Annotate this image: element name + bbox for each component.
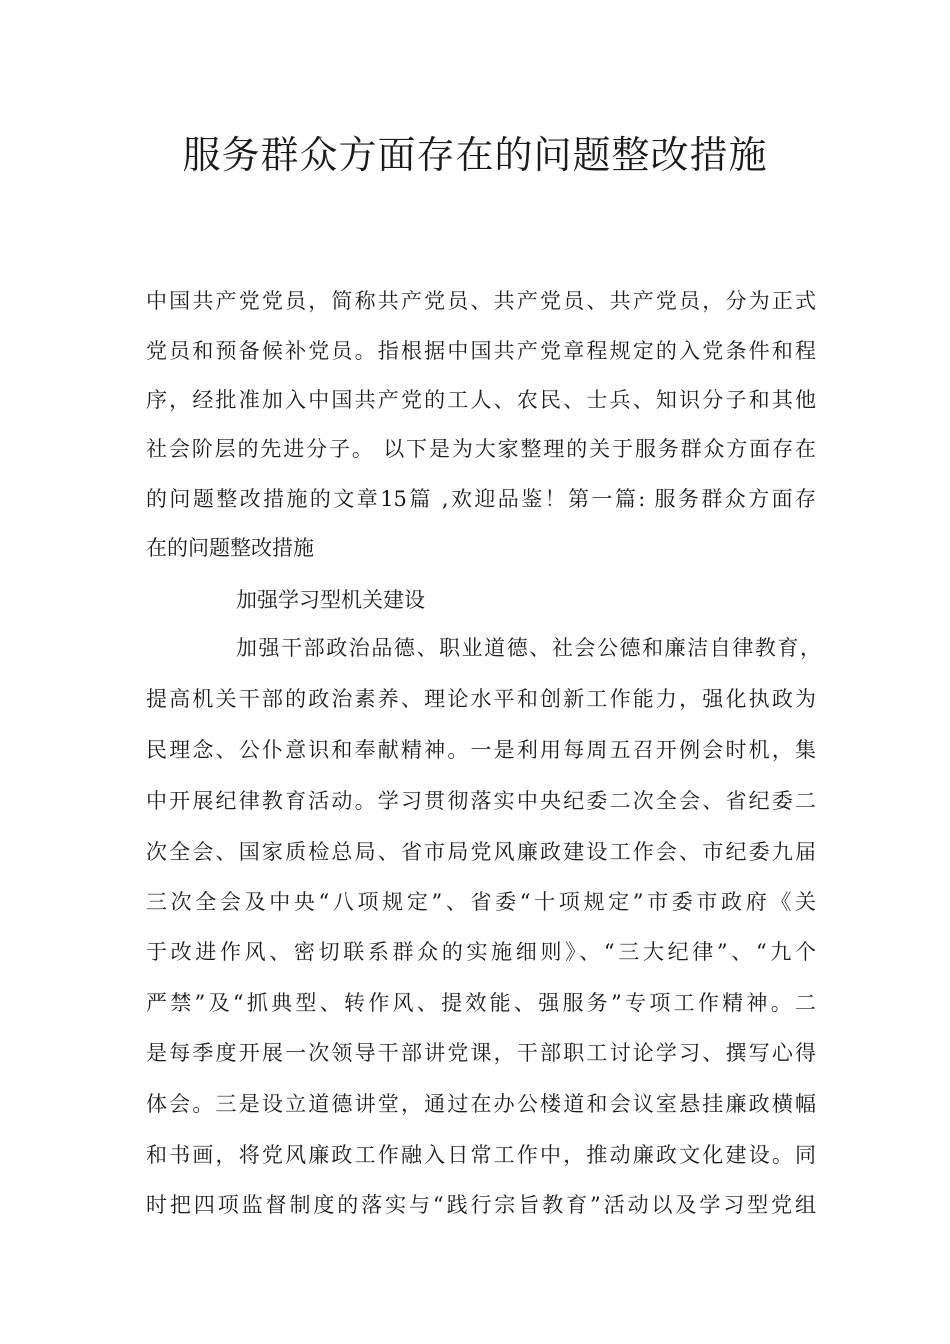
intro-line: 中国共产党党员，简称共产党员、共产党员、共产党员，分为正式: [146, 289, 816, 313]
body-line: 次全会、国家质检总局、省市局党风廉政建设工作会、市纪委九届: [146, 840, 816, 864]
body-line: 体会。三是设立道德讲堂，通过在办公楼道和会议室悬挂廉政横幅: [146, 1092, 816, 1116]
body-line: 民理念、公仆意识和奉献精神。一是利用每周五召开例会时机，集: [146, 738, 816, 762]
intro-line: 社会阶层的先进分子。 以下是为大家整理的关于服务群众方面存在: [146, 437, 816, 461]
body-line: 和书画，将党风廉政工作融入日常工作中，推动廉政文化建设。同: [146, 1143, 816, 1167]
body-line: 严禁”及“抓典型、转作风、提效能、强服务”专项工作精神。二: [146, 991, 816, 1015]
body-line: 三次全会及中央“八项规定”、省委“十项规定”市委市政府《关: [146, 890, 816, 914]
body-line: 于改进作风、密切联系群众的实施细则》、“三大纪律”、“九个: [146, 940, 816, 964]
intro-line: 在的问题整改措施: [146, 536, 314, 560]
intro-line: 党员和预备候补党员。指根据中国共产党章程规定的入党条件和程: [146, 339, 816, 363]
intro-line: 序，经批准加入中国共产党的工人、农民、士兵、知识分子和其他: [146, 388, 816, 412]
body-line: 提高机关干部的政治素养、理论水平和创新工作能力，强化执政为: [146, 687, 816, 711]
body-line: 是每季度开展一次领导干部讲党课，干部职工讨论学习、撰写心得: [146, 1041, 816, 1065]
body-line: 时把四项监督制度的落实与“践行宗旨教育”活动以及学习型党组: [146, 1193, 816, 1217]
body-line: 中开展纪律教育活动。学习贯彻落实中央纪委二次全会、省纪委二: [146, 789, 816, 813]
document-title: 服务群众方面存在的问题整改措施: [182, 133, 768, 177]
body-line: 加强干部政治品德、职业道德、社会公德和廉洁自律教育，: [236, 636, 821, 660]
intro-line: 的问题整改措施的文章15篇 ,欢迎品鉴！第一篇: 服务群众方面存: [146, 487, 816, 511]
section-heading: 加强学习型机关建设: [236, 588, 425, 612]
